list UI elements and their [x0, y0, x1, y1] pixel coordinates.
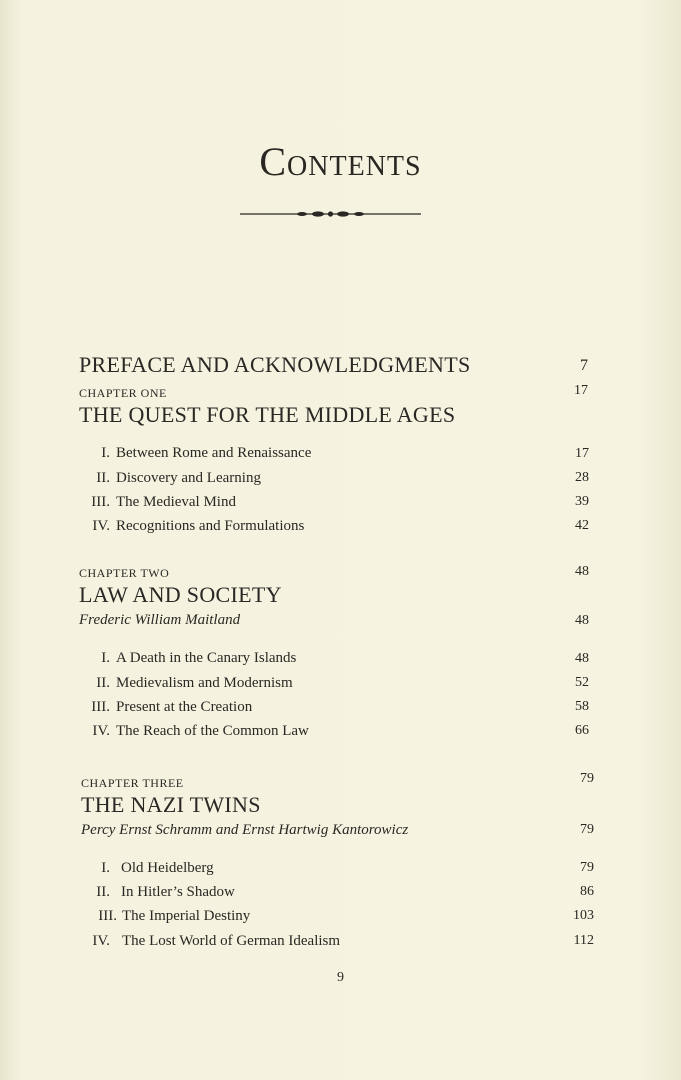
page-number: 9	[337, 970, 344, 985]
section-roman: II.	[96, 470, 110, 486]
section-title: The Medieval Mind	[116, 494, 236, 510]
chapter-two-subtitle-page: 48	[575, 613, 589, 628]
section-roman: IV.	[92, 518, 110, 534]
section-roman: II.	[96, 675, 110, 691]
chapter-two-title: LAW AND SOCIETY	[79, 582, 282, 607]
section-page: 112	[573, 933, 594, 948]
ornament-divider	[240, 206, 421, 222]
chapter-three-label: CHAPTER THREE	[81, 776, 184, 790]
section-roman: III.	[98, 908, 117, 924]
section-page: 86	[580, 884, 594, 899]
chapter-two-label: CHAPTER TWO	[79, 566, 170, 580]
preface-heading: PREFACE AND ACKNOWLEDGMENTS	[79, 352, 471, 377]
section-title: A Death in the Canary Islands	[116, 650, 297, 666]
section-roman: I.	[101, 445, 110, 461]
section-page: 52	[575, 675, 589, 690]
preface-page: 7	[580, 357, 588, 374]
section-page: 39	[575, 494, 589, 509]
section-roman: I.	[101, 860, 110, 876]
chapter-two-page: 48	[575, 564, 589, 579]
section-roman: IV.	[92, 723, 110, 739]
section-page: 17	[575, 446, 589, 461]
section-page: 66	[575, 723, 589, 738]
section-roman: III.	[91, 699, 110, 715]
section-page: 79	[580, 860, 594, 875]
section-page: 42	[575, 518, 589, 533]
section-page: 103	[573, 908, 594, 923]
section-roman: III.	[91, 494, 110, 510]
section-title: Old Heidelberg	[121, 860, 214, 876]
section-roman: I.	[101, 650, 110, 666]
chapter-three-page: 79	[580, 771, 594, 786]
chapter-three-title: THE NAZI TWINS	[81, 792, 261, 817]
section-page: 28	[575, 470, 589, 485]
chapter-one-page: 17	[574, 383, 588, 398]
section-page: 48	[575, 651, 589, 666]
section-title: The Lost World of German Idealism	[122, 933, 341, 949]
section-page: 58	[575, 699, 589, 714]
section-title: In Hitler’s Shadow	[121, 884, 235, 900]
section-title: Recognitions and Formulations	[116, 518, 305, 534]
section-title: Between Rome and Renaissance	[116, 445, 312, 461]
page-title: Contents	[259, 139, 422, 184]
chapter-three-subtitle-page: 79	[580, 822, 594, 837]
section-roman: II.	[96, 884, 110, 900]
chapter-three-subtitle: Percy Ernst Schramm and Ernst Hartwig Kantorowicz	[81, 822, 409, 838]
section-roman: IV.	[92, 933, 110, 949]
chapter-one-title: THE QUEST FOR THE MIDDLE AGES	[79, 402, 456, 427]
section-title: Medievalism and Modernism	[116, 675, 293, 691]
chapter-two-subtitle: Frederic William Maitland	[79, 612, 241, 628]
chapter-one-label: CHAPTER ONE	[79, 386, 167, 400]
section-title: The Reach of the Common Law	[116, 723, 309, 739]
section-title: The Imperial Destiny	[122, 908, 251, 924]
section-title: Present at the Creation	[116, 699, 253, 715]
section-title: Discovery and Learning	[116, 470, 261, 486]
